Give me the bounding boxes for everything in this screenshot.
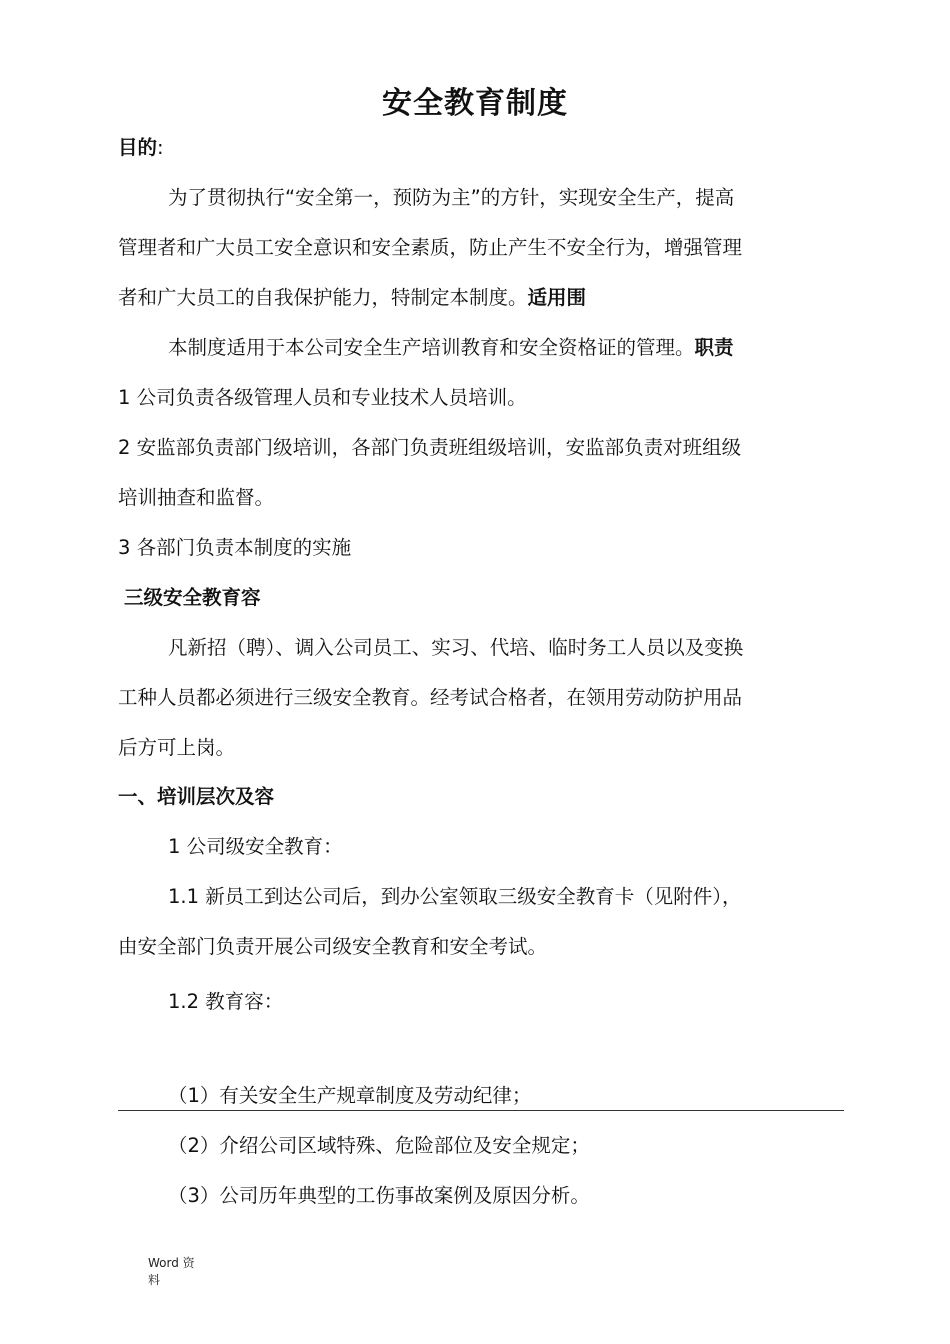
document-title: 安全教育制度 bbox=[382, 86, 568, 121]
divider-line bbox=[118, 1110, 844, 1111]
page-footer bbox=[148, 1255, 208, 1289]
duty-item-1: 1 公司负责各级管理人员和专业技术人员培训。 bbox=[118, 386, 527, 409]
purpose-paragraph-line-2: 管理者和广大员工安全意识和安全素质，防止产生不安全行为，增强管理 bbox=[118, 236, 743, 259]
item-1: 1 公司级安全教育： bbox=[168, 835, 343, 858]
scope-paragraph bbox=[168, 333, 734, 363]
purpose-paragraph-line-1: 为了贯彻执行“安全第一，预防为主”的方针，实现安全生产，提高 bbox=[168, 186, 735, 209]
three-level-line-3: 后方可上岗。 bbox=[118, 736, 236, 759]
duty-item-2-line-1: 2 安监部负责部门级培训，各部门负责班组级培训，安监部负责对班组级 bbox=[118, 436, 742, 459]
duties-heading: 职责 bbox=[694, 336, 734, 359]
list-item-3: （3）公司历年典型的工伤事故案例及原因分析。 bbox=[168, 1184, 590, 1207]
purpose-heading: 目的 bbox=[118, 136, 158, 159]
three-level-line-2: 工种人员都必须进行三级安全教育。经考试合格者，在领用劳动防护用品 bbox=[118, 686, 743, 709]
footer-line-2: 料 bbox=[148, 1273, 161, 1287]
duty-item-2-line-2: 培训抽查和监督。 bbox=[118, 486, 275, 509]
scope-text: 本制度适用于本公司安全生产培训教育和安全资格证的管理。 bbox=[168, 336, 695, 359]
footer-line-1: Word 资 bbox=[148, 1256, 195, 1270]
list-item-2: （2）介绍公司区域特殊、危险部位及安全规定； bbox=[168, 1134, 590, 1157]
item-1-1-line-2: 由安全部门负责开展公司级安全教育和安全考试。 bbox=[118, 935, 548, 958]
three-level-heading: 三级安全教育容 bbox=[124, 586, 261, 609]
three-level-line-1: 凡新招（聘）、调入公司员工、实习、代培、临时务工人员以及变换 bbox=[168, 636, 744, 659]
item-1-1-line-1: 1.1 新员工到达公司后，到办公室领取三级安全教育卡（见附件）， bbox=[168, 885, 742, 908]
duty-item-3: 3 各部门负责本制度的实施 bbox=[118, 536, 352, 559]
purpose-heading-line bbox=[118, 133, 164, 163]
item-1-2: 1.2 教育容： bbox=[168, 990, 284, 1013]
section-1-heading: 一、培训层次及容 bbox=[118, 785, 275, 808]
purpose-colon: : bbox=[157, 136, 164, 159]
scope-heading: 适用围 bbox=[527, 286, 587, 309]
purpose-paragraph-line-3 bbox=[118, 283, 586, 313]
purpose-text-end: 者和广大员工的自我保护能力，特制定本制度。 bbox=[118, 286, 528, 309]
list-item-1: （1）有关安全生产规章制度及劳动纪律； bbox=[168, 1084, 532, 1107]
